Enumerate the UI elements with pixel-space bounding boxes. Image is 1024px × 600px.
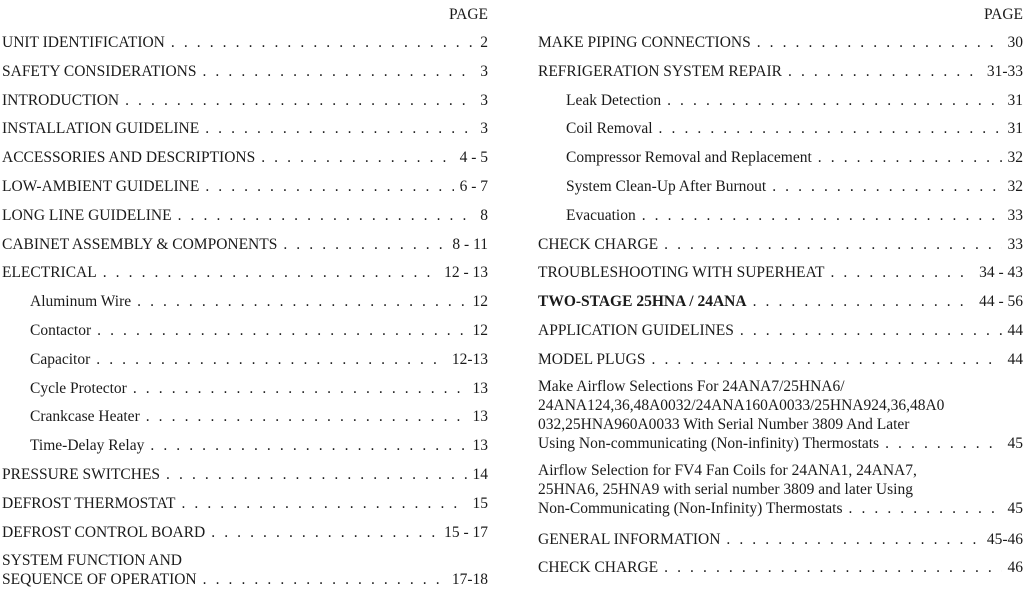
toc-entry-label: CHECK CHARGE	[538, 235, 659, 253]
dot-leader	[642, 202, 1002, 231]
toc-entry-label: UNIT IDENTIFICATION	[2, 34, 165, 51]
toc-entry-label: GENERAL INFORMATION	[538, 530, 721, 548]
toc-entry-label: ACCESSORIES AND DESCRIPTIONS	[2, 149, 256, 167]
toc-entry[interactable]	[2, 202, 488, 231]
toc-entry[interactable]	[538, 346, 1023, 375]
toc-entry-page: 12	[472, 321, 488, 339]
toc-entry-label: Evacuation	[566, 206, 636, 224]
dot-leader	[788, 58, 981, 87]
toc-entry-label: Compressor Removal and Replacement	[566, 149, 812, 167]
toc-left-entries	[2, 29, 488, 547]
page-column-header: PAGE	[448, 6, 488, 23]
toc-entry-system-function[interactable]	[2, 551, 488, 589]
dot-leader	[667, 87, 1001, 116]
toc-entry[interactable]	[538, 259, 1023, 288]
dot-leader	[726, 526, 980, 555]
toc-entry-page: 12-13	[451, 350, 488, 368]
toc-entry-label: SEQUENCE OF OPERATION	[2, 571, 197, 589]
toc-entry-page: 30	[1007, 34, 1023, 51]
toc-entry-label: CABINET ASSEMBLY & COMPONENTS	[2, 235, 278, 253]
dot-leader	[652, 346, 1002, 375]
toc-entry-label: SAFETY CONSIDERATIONS	[2, 62, 197, 80]
toc-entry[interactable]	[538, 144, 1023, 173]
toc-entry-label: Capacitor	[30, 350, 91, 368]
dot-leader	[166, 461, 466, 490]
toc-entry-label: Crankcase Heater	[30, 408, 140, 426]
toc-entry-label: DEFROST THERMOSTAT	[2, 494, 176, 512]
dot-leader	[146, 403, 467, 432]
toc-entry-label: REFRIGERATION SYSTEM REPAIR	[538, 62, 783, 80]
toc-entry[interactable]	[2, 403, 488, 432]
page-column-header: PAGE	[983, 6, 1023, 23]
toc-entry-label: Time-Delay Relay	[30, 437, 145, 455]
dot-leader	[261, 144, 453, 173]
toc-entry-label: Leak Detection	[566, 91, 662, 109]
dot-leader	[205, 115, 474, 144]
toc-entry[interactable]	[2, 375, 488, 404]
dot-leader	[830, 259, 973, 288]
toc-entry[interactable]	[2, 519, 488, 548]
toc-entry[interactable]	[538, 526, 1023, 555]
toc-entry-page: 8	[480, 206, 488, 224]
toc-entry-label-line: 032,25HNA960A0033 With Serial Number 3809 And Later	[538, 415, 910, 433]
toc-entry-page: 32	[1007, 149, 1023, 167]
toc-entry-label: System Clean-Up After Burnout	[566, 177, 767, 195]
toc-entry-page: 8 - 11	[452, 235, 488, 253]
toc-entry-label: DEFROST CONTROL BOARD	[2, 523, 206, 541]
toc-entry-page: 44 - 56	[979, 293, 1023, 311]
toc-entry-page: 3	[480, 91, 488, 109]
dot-leader	[818, 144, 1002, 173]
toc-entry-label-line: 24ANA124,36,48A0032/24ANA160A0033/25HNA924,36,48A0	[538, 396, 945, 414]
toc-entry[interactable]	[2, 317, 488, 346]
dot-leader	[137, 288, 466, 317]
toc-entry-page: 3	[480, 62, 488, 80]
dot-leader	[205, 173, 453, 202]
toc-entry-label: MAKE PIPING CONNECTIONS	[538, 34, 751, 51]
dot-leader	[283, 231, 446, 260]
toc-right-entries	[538, 29, 1023, 375]
dot-leader	[125, 87, 474, 116]
toc-entry-page: 14	[472, 465, 488, 483]
toc-entry[interactable]	[2, 58, 488, 87]
toc-entry-label: LONG LINE GUIDELINE	[2, 206, 172, 224]
toc-entry-page: 4 - 5	[459, 149, 488, 167]
toc-entry-label: INSTALLATION GUIDELINE	[2, 120, 200, 138]
toc-entry-label: Aluminum Wire	[30, 293, 132, 311]
dot-leader	[757, 29, 1002, 58]
toc-entry-page: 45	[1007, 434, 1023, 452]
toc-entry-page: 45	[1007, 499, 1023, 517]
dot-leader	[664, 554, 1001, 583]
toc-entry[interactable]	[2, 346, 488, 375]
dot-leader	[203, 570, 446, 589]
toc-entry[interactable]	[538, 317, 1023, 346]
toc-entry-page: 44	[1007, 321, 1023, 339]
toc-entry-label: ELECTRICAL	[2, 264, 97, 282]
dot-leader	[150, 432, 466, 461]
dot-leader	[103, 259, 438, 288]
toc-entry-label: CHECK CHARGE	[538, 559, 659, 577]
dot-leader	[885, 434, 1001, 453]
toc-entry-label: SYSTEM FUNCTION AND	[2, 552, 182, 570]
toc-entry-label: TWO-STAGE 25HNA / 24ANA	[538, 293, 747, 311]
toc-entry[interactable]	[538, 288, 1023, 317]
toc-entry[interactable]	[538, 231, 1023, 260]
toc-entry[interactable]	[2, 29, 488, 58]
toc-entry[interactable]	[538, 173, 1023, 202]
toc-entry-page: 15 - 17	[444, 523, 488, 541]
toc-entry-page: 2	[480, 34, 488, 51]
dot-leader	[753, 288, 974, 317]
toc-entry-label: Cycle Protector	[30, 379, 127, 397]
dot-leader	[178, 202, 475, 231]
toc-entry-page: 6 - 7	[459, 177, 488, 195]
dot-leader	[664, 231, 1001, 260]
toc-entry-label-line: Make Airflow Selections For 24ANA7/25HNA6/	[538, 377, 845, 395]
toc-entry-page: 13	[472, 408, 488, 426]
toc-entry-label-line: Using Non-communicating (Non-infinity) Thermostats	[538, 434, 880, 452]
dot-leader	[659, 115, 1002, 144]
toc-entry[interactable]	[2, 144, 488, 173]
toc-entry[interactable]	[2, 87, 488, 116]
toc-entry-page: 33	[1007, 206, 1023, 224]
toc-entry-page: 3	[480, 120, 488, 138]
dot-leader	[849, 499, 1002, 518]
toc-entry-page: 33	[1007, 235, 1023, 253]
toc-entry-label: MODEL PLUGS	[538, 350, 646, 368]
toc-entry-label: Coil Removal	[566, 120, 653, 138]
toc-entry[interactable]	[538, 58, 1023, 87]
toc-entry-page: 13	[472, 379, 488, 397]
toc-entry[interactable]	[538, 115, 1023, 144]
toc-right-column	[538, 0, 1023, 583]
toc-entry-page: 46	[1007, 559, 1023, 577]
toc-entry-label: LOW-AMBIENT GUIDELINE	[2, 177, 200, 195]
toc-entry-page: 44	[1007, 350, 1023, 368]
toc-entry-label-line: Airflow Selection for FV4 Fan Coils for 24ANA1, 24ANA7,	[538, 461, 917, 479]
toc-right-tail	[538, 526, 1023, 584]
toc-entry-label: INTRODUCTION	[2, 91, 120, 109]
toc-entry-page: 34 - 43	[979, 264, 1023, 282]
toc-entry-label-line: 25HNA6, 25HNA9 with serial number 3809 and later Using	[538, 480, 913, 498]
toc-entry-page: 15	[472, 494, 488, 512]
dot-leader	[171, 29, 474, 58]
dot-leader	[96, 346, 446, 375]
toc-entry-page: 12 - 13	[444, 264, 488, 282]
toc-entry[interactable]	[538, 87, 1023, 116]
toc-entry-page: 31-33	[986, 62, 1023, 80]
dot-leader	[181, 490, 466, 519]
toc-entry-label: PRESSURE SWITCHES	[2, 465, 161, 483]
toc-entry[interactable]	[2, 461, 488, 490]
dot-leader	[202, 58, 474, 87]
toc-entry[interactable]	[2, 259, 488, 288]
toc-entry[interactable]	[2, 288, 488, 317]
toc-entry[interactable]	[2, 432, 488, 461]
dot-leader	[211, 519, 438, 548]
dot-leader	[740, 317, 1002, 346]
toc-entry-page: 17-18	[451, 571, 488, 589]
toc-entry[interactable]	[538, 554, 1023, 583]
toc-entry[interactable]	[2, 490, 488, 519]
toc-entry-label: TROUBLESHOOTING WITH SUPERHEAT	[538, 264, 825, 282]
dot-leader	[133, 375, 467, 404]
toc-entry-page: 13	[472, 437, 488, 455]
toc-entry[interactable]	[2, 173, 488, 202]
toc-entry-page: 12	[472, 293, 488, 311]
toc-entry-page: 31	[1007, 91, 1023, 109]
toc-entry-page: 31	[1007, 120, 1023, 138]
toc-entry[interactable]	[538, 202, 1023, 231]
toc-entry-fv4-airflow[interactable]	[538, 461, 1023, 518]
toc-entry-page: 45-46	[986, 530, 1023, 548]
dot-leader	[772, 173, 1001, 202]
toc-entry[interactable]	[538, 29, 1023, 58]
toc-left-column	[2, 0, 488, 589]
toc-entry-airflow-selections[interactable]	[538, 377, 1023, 453]
toc-entry-page: 32	[1007, 177, 1023, 195]
toc-entry-label-line: Non-Communicating (Non-Infinity) Thermostats	[538, 499, 843, 517]
dot-leader	[97, 317, 466, 346]
toc-entry[interactable]	[2, 115, 488, 144]
toc-entry-label: Contactor	[30, 321, 92, 339]
toc-entry[interactable]	[2, 231, 488, 260]
toc-entry-label: APPLICATION GUIDELINES	[538, 321, 734, 339]
